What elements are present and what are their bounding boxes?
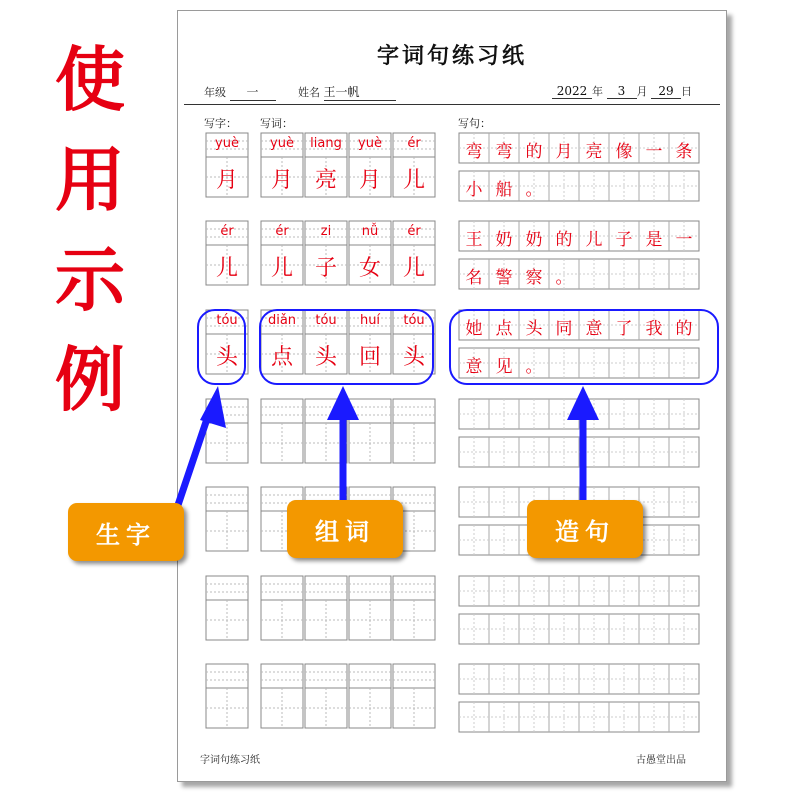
sentence-char: 月: [555, 142, 573, 162]
hanzi-char: 女: [358, 256, 381, 281]
pinyin-label: tóu: [216, 313, 238, 328]
pinyin-label: ér: [407, 136, 421, 151]
pinyin-label: tóu: [315, 313, 337, 328]
pinyin-label: nǚ: [361, 224, 379, 239]
hanzi-char: 儿: [402, 256, 425, 281]
arrow-icon: [567, 386, 599, 500]
pinyin-label: yuè: [358, 136, 382, 151]
month-unit: 月: [636, 85, 648, 98]
name-label: 姓名: [298, 86, 320, 99]
pinyin-label: ér: [220, 224, 234, 239]
sentence-char: 像: [615, 142, 633, 162]
sentence-char: 奶: [495, 230, 513, 250]
arrow-icon: [177, 386, 226, 508]
sentence-char: 了: [615, 319, 633, 339]
sentence-char: 的: [675, 319, 693, 339]
pinyin-label: ér: [407, 224, 421, 239]
sentence-char: 的: [525, 142, 543, 162]
sentence-char: 。: [525, 180, 543, 200]
sentence-char: 察: [525, 268, 543, 288]
year-value: 2022: [552, 84, 592, 99]
label-word: 组词: [287, 500, 403, 558]
hanzi-char: 儿: [270, 256, 293, 281]
big-title-char: 用: [55, 139, 125, 221]
big-title-char: 使: [55, 39, 125, 121]
pinyin-label: ér: [275, 224, 289, 239]
sentence-char: 一: [675, 230, 693, 250]
sentence-char: 亮: [585, 142, 603, 162]
pinyin-label: tóu: [403, 313, 425, 328]
hanzi-char: 儿: [402, 168, 425, 193]
sentence-char: 奶: [525, 230, 543, 250]
sentence-char: 她: [465, 319, 483, 339]
label-char: 生字: [68, 503, 184, 561]
name-value: 王一帆: [324, 83, 396, 101]
sentence-char: 一: [645, 142, 663, 162]
sentence-char: 船: [495, 180, 513, 200]
grade-label: 年级: [204, 86, 226, 99]
label-sentence: 造句: [527, 500, 643, 558]
day-value: 29: [651, 84, 681, 99]
day-unit: 日: [681, 85, 692, 98]
section-label-word: 写词：: [260, 117, 293, 130]
sentence-char: 小: [465, 180, 483, 200]
footer-title: 字词句练习纸: [200, 755, 260, 766]
big-title-char: 例: [55, 339, 125, 421]
hanzi-char: 头: [215, 345, 238, 370]
footer-brand: 古愚堂出品: [636, 755, 686, 766]
sentence-char: 警: [495, 268, 513, 288]
pinyin-label: liang: [310, 136, 342, 151]
sentence-char: 。: [555, 268, 573, 288]
pinyin-label: huí: [359, 313, 381, 328]
sentence-char: 见: [495, 357, 513, 377]
section-label-sentence: 写句：: [458, 117, 491, 130]
sentence-char: 的: [555, 230, 573, 250]
sentence-char: 弯: [465, 142, 483, 162]
section-label-char: 写字：: [204, 117, 237, 130]
year-unit: 年: [592, 85, 603, 98]
sentence-char: 儿: [585, 230, 603, 250]
hanzi-char: 回: [358, 345, 381, 370]
big-title-char: 示: [55, 239, 125, 321]
pinyin-label: diǎn: [267, 313, 297, 328]
hanzi-char: 点: [270, 345, 293, 370]
hanzi-char: 头: [314, 345, 337, 370]
hanzi-char: 月: [358, 168, 381, 193]
grade-value: 一: [230, 83, 276, 101]
sentence-char: 意: [465, 357, 483, 377]
pinyin-label: yuè: [270, 136, 294, 151]
sentence-char: 条: [675, 142, 693, 162]
pinyin-label: zi: [320, 224, 332, 239]
hanzi-char: 头: [402, 345, 425, 370]
sentence-char: 子: [615, 230, 633, 250]
month-value: 3: [607, 84, 637, 99]
sentence-char: 意: [585, 319, 603, 339]
sentence-char: 。: [525, 357, 543, 377]
sentence-char: 同: [555, 319, 573, 339]
hanzi-char: 月: [270, 168, 293, 193]
hanzi-char: 儿: [215, 256, 238, 281]
sentence-char: 弯: [495, 142, 513, 162]
pinyin-label: yuè: [215, 136, 239, 151]
arrow-icon: [327, 386, 359, 500]
sentence-char: 点: [495, 319, 513, 339]
hanzi-char: 子: [314, 256, 337, 281]
sentence-char: 是: [645, 230, 663, 250]
sentence-char: 头: [525, 319, 543, 339]
sentence-char: 王: [465, 230, 483, 250]
hanzi-char: 亮: [314, 168, 337, 193]
sentence-char: 名: [465, 268, 483, 288]
sheet-title: 字词句练习纸: [376, 43, 527, 69]
sentence-char: 我: [645, 319, 663, 339]
hanzi-char: 月: [215, 168, 238, 193]
